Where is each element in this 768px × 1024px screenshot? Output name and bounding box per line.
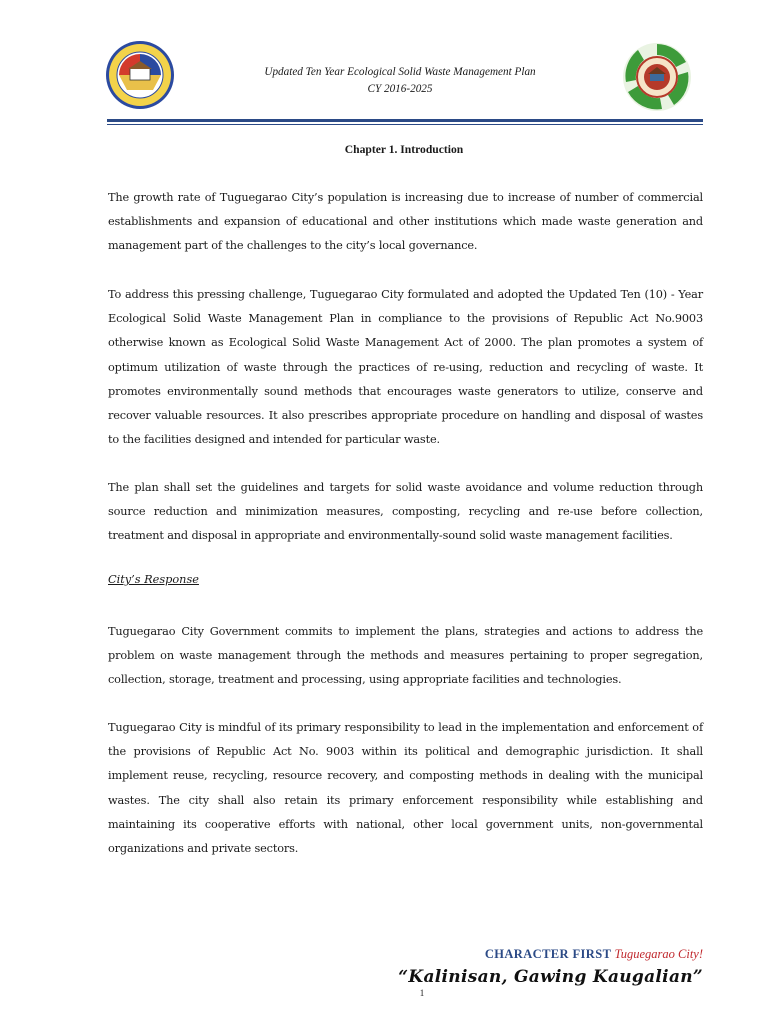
header-title-line2: CY 2016-2025 (367, 83, 433, 95)
paragraph-responsibility: Tuguegarao City is mindful of its primary responsibility to lead in the implementation and enforcement of the provisions of Republic Act No. 9003 within its political and demographic jurisdiction. It shall implement reuse, recycling, resource recovery, and composting methods in dealing with the municipal wastes. The city shall also retain its primary enforcement responsibility while establishing and maintaining its cooperative efforts with national, other local government units, non-governmental organizations and private sectors. (108, 721, 703, 856)
chapter-title: Chapter 1. Introduction (344, 143, 464, 156)
recycling-seal-icon (622, 42, 692, 112)
footer-tagline (485, 947, 703, 962)
header-title-line1: Updated Ten Year Ecological Solid Waste Management Plan (264, 66, 536, 78)
page-number: 1 (419, 988, 425, 998)
header-divider-thin (107, 124, 703, 125)
footer-city-name: Tuguegarao City! (614, 947, 703, 961)
footer-motto: “Kalinisan, Gawing Kaugalian” (398, 967, 703, 987)
paragraph-pressing-challenge: To address this pressing challenge, Tuguegarao City formulated and adopted the Updated Ten (10) - Year Ecological Solid Waste Management Plan in compliance to the provisions of Republic Act No.9003 otherwise known as Ecological Solid Waste Management Act of 2000. The plan promotes a system of optimum utilization of waste through the practices of re-using, reduction and recycling of waste. It promotes environmentally sound methods that encourages waste generators to utilize, conserve and recover valuable resources. It also prescribes appropriate procedure on handling and disposal of wastes to the facilities designed and intended for particular waste. (108, 288, 703, 447)
paragraph-growth-rate: The growth rate of Tuguegarao City’s population is increasing due to increase of number of commercial establishments and expansion of educational and other institutions which made waste generation and management part of the challenges to the city’s local governance. (108, 191, 703, 253)
header-divider-thick (107, 119, 703, 122)
footer-character-first: CHARACTER FIRST (484, 947, 612, 961)
paragraph-guidelines: The plan shall set the guidelines and targets for solid waste avoidance and volume reduction through source reduction and minimization measures, composting, recycling and re-use before collection, treatment and disposal in appropriate and environmentally-sound solid waste management facilities. (108, 481, 703, 543)
page-header (0, 0, 768, 128)
section-heading-citys-response: City’s Response (108, 573, 199, 586)
paragraph-government-commits: Tuguegarao City Government commits to implement the plans, strategies and actions to address the problem on waste management through the methods and measures pertaining to proper segregation, collection, storage, treatment and processing, using appropriate facilities and technologies. (108, 625, 703, 687)
city-seal-icon (105, 40, 175, 110)
document-header-title (190, 64, 610, 98)
